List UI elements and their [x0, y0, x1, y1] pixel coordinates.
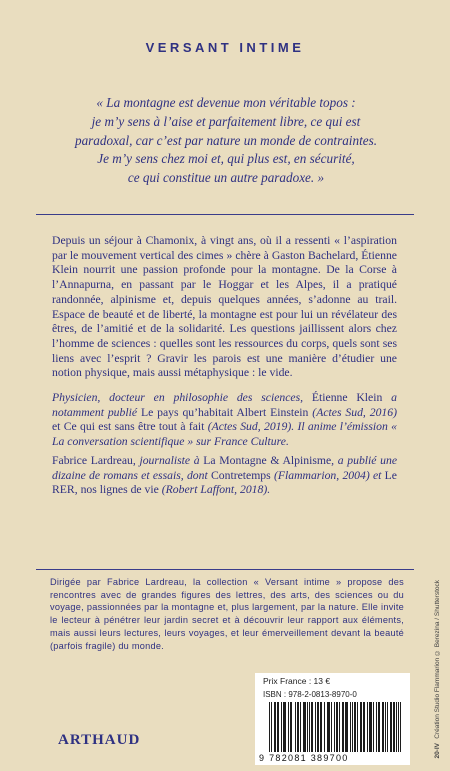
bio-segment: (Robert Laffont, 2018). [158, 483, 271, 497]
barcode-bar [309, 702, 310, 752]
bio-segment: Étienne Klein [311, 391, 383, 405]
barcode-bar [274, 702, 275, 752]
barcode-bar [284, 702, 285, 752]
lardreau-bio [52, 454, 397, 498]
barcode-bar [328, 702, 329, 752]
divider-top [36, 214, 414, 215]
barcode-icon [269, 702, 401, 752]
barcode-bar [398, 702, 399, 752]
quote-line: paradoxal, car c’est par nature un monde de contraintes. [74, 132, 378, 148]
barcode-bar [385, 702, 386, 752]
barcode-bar [317, 702, 318, 752]
bio-segment: , nos lignes de vie [74, 483, 159, 497]
bio-segment: (Actes Sud, 2019). Il anime l’émission « La conversation scientifique » sur France Culture. [52, 420, 397, 449]
isbn-label: ISBN : 978-2-0813-8970-0 [263, 690, 357, 699]
barcode-bar [373, 702, 374, 752]
barcode-bar [346, 702, 347, 752]
barcode-bar [291, 702, 292, 752]
barcode-bar [281, 702, 282, 752]
barcode-bar [269, 702, 270, 752]
bio-segment: Fabrice Lardreau, [52, 453, 140, 467]
bio-segment: (Actes Sud, 2016) [308, 405, 397, 419]
barcode-bar [379, 702, 380, 752]
barcode-bar [324, 702, 325, 752]
barcode-bar [303, 702, 304, 752]
barcode-bar [288, 702, 289, 752]
barcode-bar [318, 702, 319, 752]
bio-segment: (Flammarion, 2004) [270, 468, 373, 482]
bio-segment: Contretemps [210, 468, 271, 482]
collection-description: Dirigée par Fabrice Lardreau, la collection « Versant intime » propose des rencontres avec de grandes figures des lettres, des arts, des sciences ou du voyage, passionnées par la montagne et, plus largement, par la nature. Elle invite le lecteur à pénétrer leur jardin secret et à découvrir leur rapport aux éléments, mais aussi leurs lectures, leurs voyages, et leur émerveillement devant la beauté (parfois fragile) du monde. [50, 577, 404, 651]
blurb-paragraph: Depuis un séjour à Chamonix, à vingt ans, où il a ressenti « l’aspiration par le mouvement vertical des cimes » chère à Gaston Bachelard, Étienne Klein nourrit une passion profonde pour la montagne. De la Corse à l’Annapurna, en passant par le Hoggar et les Alpes, il a pratiqué randonnée, alpinisme et, depuis quelques années, s’adonne au trail. Espace de beauté et de liberté, la montagne est pour lui un révélateur des êtres, de l’amitié et de la solidarité. Les questions jaillissent alors chez l’homme de sciences : quelles sont les ressources du corps, quels sont ses liens avec l’esprit ? Gravir les parois est une manière d’étudier une notion physique, mais aussi métaphysique : le vide. [52, 234, 397, 380]
barcode-bar [343, 702, 344, 752]
barcode-bar [355, 702, 356, 752]
barcode-bar [367, 702, 368, 752]
barcode-bar [297, 702, 298, 752]
barcode-bar [400, 702, 401, 752]
bio-segment: Le pays qu’habitait Albert Einstein [140, 405, 309, 419]
barcode-bar [354, 702, 355, 752]
ean-digits: 9 782081 389700 [259, 753, 349, 763]
barcode-bar [283, 702, 284, 752]
epigraph-quote [58, 94, 394, 188]
quote-line: « La montagne est devenue mon véritable topos : [96, 95, 356, 110]
barcode-bar [363, 702, 364, 752]
barcode-bar [305, 702, 306, 752]
barcode-bar [329, 702, 330, 752]
barcode-bar [382, 702, 383, 752]
barcode-bar [352, 702, 353, 752]
price-label: Prix France : 13 € [263, 676, 331, 686]
barcode-bar [336, 702, 337, 752]
barcode-bar [307, 702, 308, 752]
blurb [52, 234, 397, 508]
barcode-bar [315, 702, 316, 752]
bio-segment: et [52, 420, 61, 434]
bio-segment: Physicien, docteur en philosophie des sciences, [52, 391, 312, 405]
barcode-bar [361, 702, 362, 752]
barcode-bar [391, 702, 392, 752]
barcode-bar [357, 702, 358, 752]
barcode-bar [342, 702, 343, 752]
barcode-bar [394, 702, 395, 752]
barcode-bar [334, 702, 335, 752]
barcode-bar [290, 702, 291, 752]
barcode-bar [371, 702, 372, 752]
barcode-bar [275, 702, 276, 752]
bio-segment: journaliste à [139, 453, 204, 467]
barcode-bar [396, 702, 397, 752]
barcode-bar [364, 702, 365, 752]
barcode-bar [271, 702, 272, 752]
barcode-bar [312, 702, 313, 752]
barcode-bar [337, 702, 338, 752]
barcode-bar [277, 702, 278, 752]
quote-line: je m’y sens à l’aise et parfaitement libre, ce qui est [91, 113, 361, 129]
publisher-logo: ARTHAUD [58, 732, 141, 748]
barcode-bar [285, 702, 286, 752]
bio-segment: Ce qui est sans être tout à fait [60, 420, 205, 434]
barcode-bar [387, 702, 388, 752]
barcode-bar [331, 702, 332, 752]
print-code: 20-IV [434, 743, 441, 759]
barcode-bar [300, 702, 301, 752]
barcode-bar [383, 702, 384, 752]
barcode-bar [370, 702, 371, 752]
barcode-bar [350, 702, 351, 752]
bio-segment: a notamment publié [52, 391, 397, 419]
barcode-bar [369, 702, 370, 752]
barcode-bar [320, 702, 321, 752]
barcode-bar [311, 702, 312, 752]
bio-segment: La Montagne & Alpinisme [203, 453, 332, 467]
barcode-panel [255, 673, 410, 765]
barcode-bar [278, 702, 279, 752]
klein-bio [52, 391, 397, 450]
quote-line: ce qui constitue un autre paradoxe. » [127, 170, 325, 186]
quote-line: Je m’y sens chez moi et, qui plus est, en sécurité, [97, 151, 355, 167]
barcode-bar [339, 702, 340, 752]
barcode-bar [345, 702, 346, 752]
bio-segment: , a publié une dizaine de romans et essais, dont [52, 453, 398, 482]
barcode-bar [304, 702, 305, 752]
barcode-bar [327, 702, 328, 752]
series-title: VERSANT INTIME [145, 40, 305, 55]
bio-segment: Le RER [52, 468, 397, 497]
barcode-bar [298, 702, 299, 752]
bio-segment: et [372, 468, 382, 482]
barcode-bar [393, 702, 394, 752]
barcode-bar [376, 702, 377, 752]
divider-bottom [36, 569, 414, 570]
barcode-bar [295, 702, 296, 752]
barcode-bar [378, 702, 379, 752]
barcode-bar [390, 702, 391, 752]
cover-credit: Création Studio Flammarion © Berezina / Shutterstock [434, 580, 441, 739]
barcode-bar [360, 702, 361, 752]
barcode-bar [347, 702, 348, 752]
barcode-bar [321, 702, 322, 752]
